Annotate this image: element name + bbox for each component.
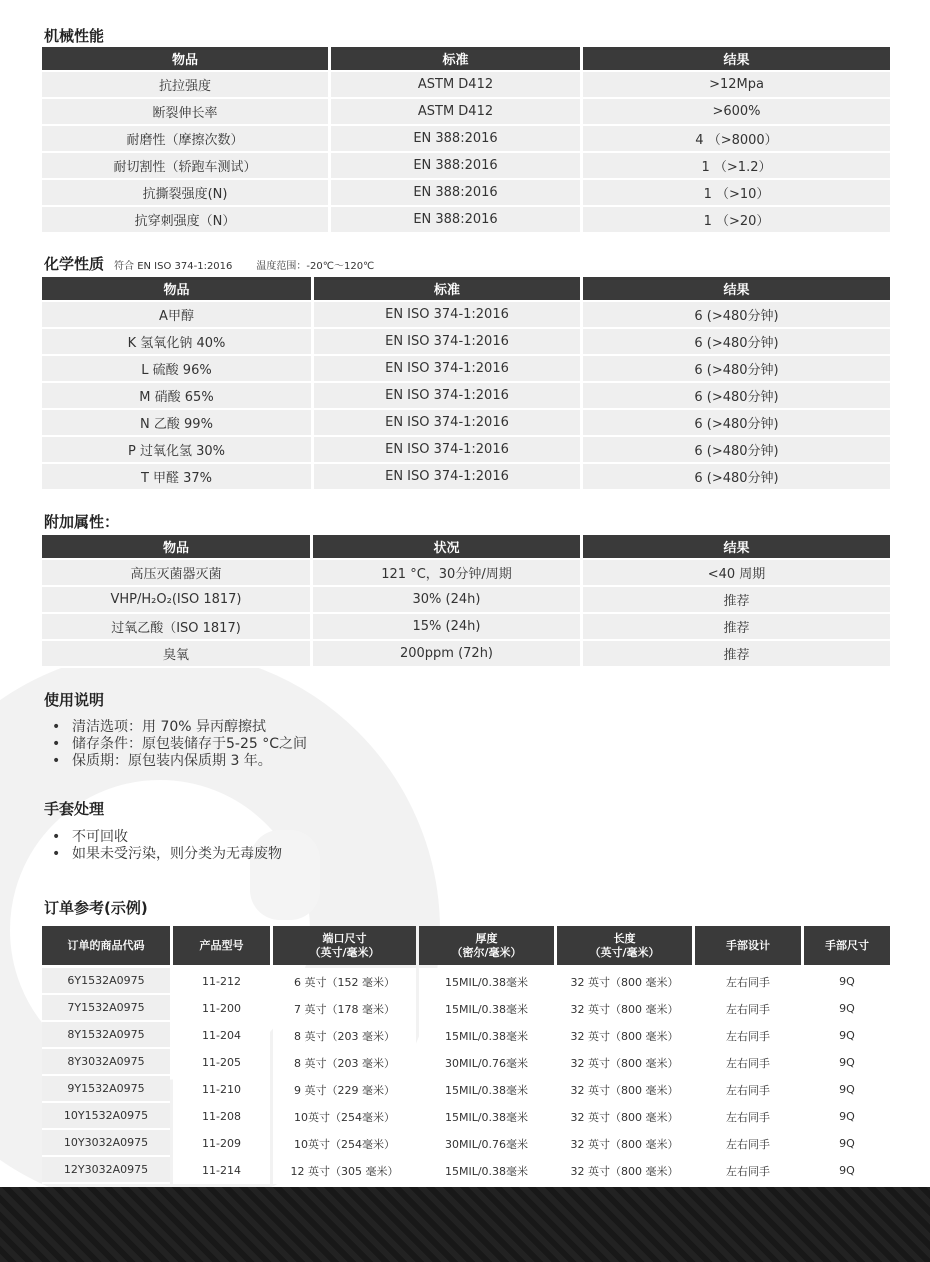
mechanical-title: 机械性能	[44, 27, 105, 45]
table-cell: 左右同手	[695, 995, 801, 1022]
table-cell: 11-212	[173, 968, 270, 995]
table-cell: 15MIL/0.38毫米	[419, 995, 554, 1022]
column-header: 产品型号	[173, 926, 270, 965]
table-row	[42, 383, 890, 410]
table-cell: 臭氧	[42, 641, 310, 668]
table-cell: 9Y1532A0975	[42, 1076, 170, 1103]
footer-band	[0, 1187, 930, 1262]
table-header-row	[42, 535, 890, 558]
table-cell: 32 英寸（800 毫米）	[557, 1076, 692, 1103]
table-row	[42, 1130, 890, 1157]
column-header: 物品	[42, 535, 310, 558]
list-item: • 不可回收	[52, 829, 282, 846]
list-item: • 清洁选项：用 70% 异丙醇擦拭	[52, 719, 307, 736]
table-cell: 8Y1532A0975	[42, 1022, 170, 1049]
mechanical-table	[42, 47, 890, 234]
list-item: • 储存条件：原包装储存于5-25 °C之间	[52, 736, 307, 753]
table-row	[42, 1049, 890, 1076]
table-cell: 6 (>480分钟)	[583, 383, 890, 410]
table-cell: 8 英寸（203 毫米）	[273, 1022, 416, 1049]
table-row	[42, 153, 890, 180]
table-cell: 左右同手	[695, 968, 801, 995]
table-cell: 10Y3032A0975	[42, 1130, 170, 1157]
table-row	[42, 1103, 890, 1130]
table-cell: T 甲醛 37%	[42, 464, 311, 491]
column-header: 手部尺寸	[804, 926, 890, 965]
table-cell: 6 (>480分钟)	[583, 329, 890, 356]
table-cell: 9Q	[804, 1103, 890, 1130]
table-cell: 耐切割性（轿跑车测试）	[42, 153, 328, 180]
table-cell: EN 388:2016	[331, 126, 580, 153]
table-cell: 9Q	[804, 1157, 890, 1184]
table-cell: 32 英寸（800 毫米）	[557, 1103, 692, 1130]
table-cell: 4 （>8000）	[583, 126, 890, 153]
table-cell: 断裂伸长率	[42, 99, 328, 126]
table-cell: 11-209	[173, 1130, 270, 1157]
table-cell: 9Q	[804, 995, 890, 1022]
table-cell: 32 英寸（800 毫米）	[557, 968, 692, 995]
table-cell: 30MIL/0.76毫米	[419, 1049, 554, 1076]
column-header: 端口尺寸 （英寸/毫米）	[273, 926, 416, 965]
disposal-title: 手套处理	[44, 800, 105, 818]
table-header-row	[42, 47, 890, 70]
column-header: 结果	[583, 47, 890, 70]
table-cell: 9Q	[804, 1130, 890, 1157]
table-cell: ASTM D412	[331, 72, 580, 99]
table-cell: EN ISO 374-1:2016	[314, 437, 580, 464]
table-cell: 32 英寸（800 毫米）	[557, 1157, 692, 1184]
table-row	[42, 1076, 890, 1103]
table-cell: 15MIL/0.38毫米	[419, 1076, 554, 1103]
table-cell: 左右同手	[695, 1049, 801, 1076]
table-header-row	[42, 926, 890, 965]
column-header: 结果	[583, 535, 890, 558]
table-cell: 左右同手	[695, 1103, 801, 1130]
table-cell: 过氧乙酸（ISO 1817)	[42, 614, 310, 641]
table-cell: 15MIL/0.38毫米	[419, 1103, 554, 1130]
table-cell: 11-200	[173, 995, 270, 1022]
table-row	[42, 1157, 890, 1184]
table-cell: 6 (>480分钟)	[583, 410, 890, 437]
column-header: 订单的商品代码	[42, 926, 170, 965]
table-cell: EN ISO 374-1:2016	[314, 302, 580, 329]
usage-title: 使用说明	[44, 691, 105, 709]
table-cell: 11-204	[173, 1022, 270, 1049]
chemical-temperature: 温度范围：-20℃～120℃	[256, 261, 375, 272]
table-cell: 12Y3032A0975	[42, 1157, 170, 1184]
table-cell: 10英寸（254毫米）	[273, 1103, 416, 1130]
table-cell: 高压灭菌器灭菌	[42, 560, 310, 587]
table-cell: 9Q	[804, 1022, 890, 1049]
table-cell: 6 (>480分钟)	[583, 356, 890, 383]
column-header: 物品	[42, 47, 328, 70]
table-row	[42, 464, 890, 491]
table-row	[42, 329, 890, 356]
table-cell: 15MIL/0.38毫米	[419, 968, 554, 995]
table-row	[42, 302, 890, 329]
table-cell: 9 英寸（229 毫米）	[273, 1076, 416, 1103]
column-header: 状况	[313, 535, 580, 558]
table-cell: 11-210	[173, 1076, 270, 1103]
column-header: 结果	[583, 277, 890, 300]
table-cell: <40 周期	[583, 560, 890, 587]
table-row	[42, 356, 890, 383]
column-header: 手部设计	[695, 926, 801, 965]
table-cell: EN 388:2016	[331, 180, 580, 207]
table-cell: N 乙酸 99%	[42, 410, 311, 437]
table-cell: ASTM D412	[331, 99, 580, 126]
table-cell: 9Q	[804, 968, 890, 995]
usage-list	[52, 719, 307, 770]
table-cell: 11-205	[173, 1049, 270, 1076]
table-row	[42, 72, 890, 99]
table-row	[42, 1022, 890, 1049]
table-cell: 耐磨性（摩擦次数）	[42, 126, 328, 153]
chemical-title-row	[44, 253, 374, 274]
table-cell: P 过氧化氢 30%	[42, 437, 311, 464]
table-cell: 8 英寸（203 毫米）	[273, 1049, 416, 1076]
table-cell: 左右同手	[695, 1022, 801, 1049]
table-cell: 32 英寸（800 毫米）	[557, 1130, 692, 1157]
table-cell: EN ISO 374-1:2016	[314, 356, 580, 383]
chemical-compliance: 符合 EN ISO 374-1:2016	[114, 261, 233, 272]
table-cell: 推荐	[583, 641, 890, 668]
table-cell: 15% (24h)	[313, 614, 580, 641]
chemical-table	[42, 277, 890, 491]
table-row	[42, 641, 890, 668]
list-item: • 如果未受污染，则分类为无毒废物	[52, 846, 282, 863]
table-cell: 11-214	[173, 1157, 270, 1184]
table-row	[42, 437, 890, 464]
table-row	[42, 995, 890, 1022]
column-header: 长度 （英寸/毫米）	[557, 926, 692, 965]
table-row	[42, 180, 890, 207]
table-cell: L 硫酸 96%	[42, 356, 311, 383]
table-cell: M 硝酸 65%	[42, 383, 311, 410]
list-item: • 保质期：原包装内保质期 3 年。	[52, 753, 307, 770]
chemical-title: 化学性质	[44, 255, 105, 273]
column-header: 厚度 （密尔/毫米）	[419, 926, 554, 965]
table-cell: 9Q	[804, 1049, 890, 1076]
table-header-row	[42, 277, 890, 300]
table-cell: 10Y1532A0975	[42, 1103, 170, 1130]
table-cell: 15MIL/0.38毫米	[419, 1157, 554, 1184]
table-cell: 抗穿刺强度（N）	[42, 207, 328, 234]
column-header: 标准	[331, 47, 580, 70]
table-cell: 9Q	[804, 1076, 890, 1103]
table-cell: 32 英寸（800 毫米）	[557, 1022, 692, 1049]
table-cell: A甲醇	[42, 302, 311, 329]
table-cell: 推荐	[583, 587, 890, 614]
table-cell: 30% (24h)	[313, 587, 580, 614]
table-cell: EN ISO 374-1:2016	[314, 464, 580, 491]
table-cell: 7 英寸（178 毫米）	[273, 995, 416, 1022]
table-cell: 121 °C，30分钟/周期	[313, 560, 580, 587]
table-cell: 6 (>480分钟)	[583, 464, 890, 491]
table-cell: 1 （>20）	[583, 207, 890, 234]
table-cell: 抗撕裂强度(N)	[42, 180, 328, 207]
table-cell: EN ISO 374-1:2016	[314, 383, 580, 410]
table-row	[42, 587, 890, 614]
table-row	[42, 126, 890, 153]
additional-table	[42, 535, 890, 668]
table-row	[42, 410, 890, 437]
table-cell: EN 388:2016	[331, 207, 580, 234]
table-cell: 8Y3032A0975	[42, 1049, 170, 1076]
table-cell: 1 （>1.2）	[583, 153, 890, 180]
order-title: 订单参考(示例)	[44, 899, 148, 917]
table-cell: EN ISO 374-1:2016	[314, 329, 580, 356]
table-cell: 200ppm (72h)	[313, 641, 580, 668]
table-cell: 1 （>10）	[583, 180, 890, 207]
table-cell: 10英寸（254毫米）	[273, 1130, 416, 1157]
table-cell: 6 (>480分钟)	[583, 302, 890, 329]
table-cell: 32 英寸（800 毫米）	[557, 1049, 692, 1076]
table-cell: 6 英寸（152 毫米）	[273, 968, 416, 995]
table-cell: 推荐	[583, 614, 890, 641]
table-cell: 左右同手	[695, 1076, 801, 1103]
table-cell: K 氢氧化钠 40%	[42, 329, 311, 356]
table-row	[42, 968, 890, 995]
table-row	[42, 99, 890, 126]
table-cell: >12Mpa	[583, 72, 890, 99]
table-cell: 左右同手	[695, 1157, 801, 1184]
table-cell: 12 英寸（305 毫米）	[273, 1157, 416, 1184]
column-header: 标准	[314, 277, 580, 300]
table-row	[42, 614, 890, 641]
table-cell: EN 388:2016	[331, 153, 580, 180]
table-cell: 抗拉强度	[42, 72, 328, 99]
table-cell: VHP/H₂O₂(ISO 1817)	[42, 587, 310, 614]
table-cell: >600%	[583, 99, 890, 126]
table-row	[42, 207, 890, 234]
order-table	[42, 926, 890, 1184]
table-cell: 6Y1532A0975	[42, 968, 170, 995]
table-cell: 7Y1532A0975	[42, 995, 170, 1022]
table-cell: EN ISO 374-1:2016	[314, 410, 580, 437]
table-cell: 左右同手	[695, 1130, 801, 1157]
table-cell: 6 (>480分钟)	[583, 437, 890, 464]
disposal-list	[52, 829, 282, 863]
additional-title: 附加属性：	[44, 513, 120, 531]
table-cell: 11-208	[173, 1103, 270, 1130]
table-row	[42, 560, 890, 587]
column-header: 物品	[42, 277, 311, 300]
table-cell: 32 英寸（800 毫米）	[557, 995, 692, 1022]
table-cell: 30MIL/0.76毫米	[419, 1130, 554, 1157]
table-cell: 15MIL/0.38毫米	[419, 1022, 554, 1049]
